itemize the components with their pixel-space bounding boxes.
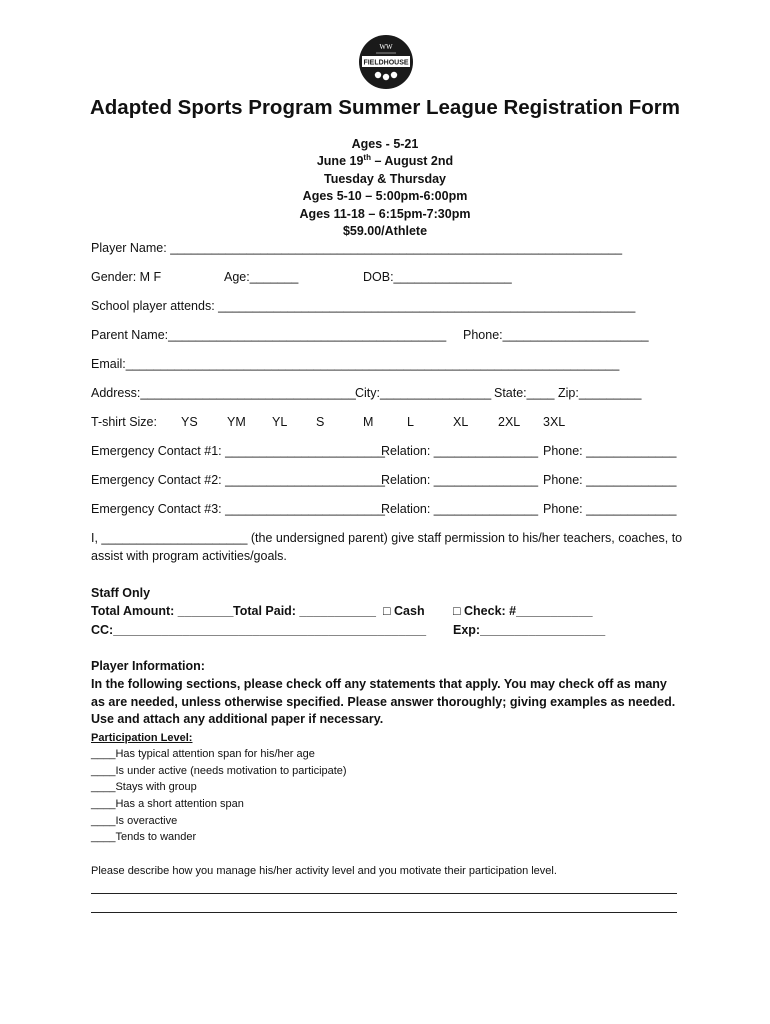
zip-field[interactable]: Zip:_________ — [558, 386, 642, 400]
emergency-contact-field[interactable]: Emergency Contact #1: _______________________ — [91, 444, 385, 458]
participation-item[interactable]: ____Is under active (needs motivation to participate) — [91, 765, 347, 777]
size-option[interactable]: M — [363, 415, 374, 429]
age-field[interactable]: Age:_______ — [224, 270, 299, 284]
expiration-field[interactable]: Exp:__________________ — [453, 623, 606, 637]
emergency-contact-field[interactable]: Emergency Contact #3: _______________________ — [91, 502, 385, 516]
emergency-phone-field[interactable]: Phone: _____________ — [543, 473, 677, 487]
size-option[interactable]: 2XL — [498, 415, 521, 429]
size-option[interactable]: YM — [227, 415, 246, 429]
describe-activity-prompt: Please describe how you manage his/her activity level and you motivate their participation level. — [91, 865, 557, 877]
svg-text:WW: WW — [379, 43, 393, 51]
phone-field[interactable]: Phone:_____________________ — [463, 328, 649, 342]
total-paid-field[interactable]: Total Paid: ___________ — [233, 604, 376, 618]
permission-statement[interactable]: I, _____________________ (the undersigned parent) give staff permission to his/her teachers, coaches, to assist with program activities/goals. — [91, 531, 683, 563]
player-information-instructions: In the following sections, please check off any statements that apply. You may check off as many as are needed, unless otherwise specified. Please answer thoroughly; giving examples as needed. Use and attach any additional paper if necessary. — [91, 677, 676, 726]
participation-item[interactable]: ____Is overactive — [91, 815, 178, 827]
city-field[interactable]: City:________________ — [355, 386, 492, 400]
size-option[interactable]: L — [407, 415, 414, 429]
program-days: Tuesday & Thursday — [323, 171, 447, 186]
svg-text:FIELDHOUSE: FIELDHOUSE — [363, 59, 409, 67]
tshirt-size-label: T-shirt Size: — [91, 415, 157, 429]
size-option[interactable]: 3XL — [543, 415, 566, 429]
registration-form-page: WW FIELDHOUSE Adapted Sports Program Summer League Registration Form Ages - 5-21 June 19th – August 2nd Tuesday & Thursday Ages 5-10 – 5:00pm-6:00pm Ages 11-18 – 6:15pm-7:30pm $59.00/Athlete Player Name: _________________________________________________________________ Gender: M F Age:_______ DOB:_________________ School player attends: ____________________________________________________________ Parent Name:________________________________________ Phone:_____________________ Email:_______________________________________________________________________ Address:_______________________________ City:________________ State:____ Zip:_________ T-shirt Size: YS YM YL S M L XL 2XL 3XL Emergency Contact #1: _______________________ Relation: _______________ Phone: _____________ Emergency Contact #2: _______________________ Relation: _______________ Phone: _____________ Emergency Contact #3: _______________________ Relation: _______________ Phone: _____________ I, _____________________ (the undersigned parent) give staff permission to his/her teachers, coaches, to assist with program activities/goals. Staff Only Total Amount: ________ Total Paid: ___________ □ Cash □ Check: #___________ CC:_____________________________________________ Exp:__________________ Player Information: In the following sections, please check off any statements that apply. You may check off as many as are needed, unless otherwise specified. Please answer thoroughly; giving examples as needed. Use and attach any additional paper if necessary. Participation Level: ____Has typical attention span for his/her age ____Is under active (needs motivation to participate) ____Stays with group ____Has a short attention span ____Is overactive ____Tends to wander Please describe how you manage his/her activity level and you motivate their participation level. — [0, 0, 770, 1024]
program-info — [0, 136, 770, 240]
participation-item[interactable]: ____Has a short attention span — [91, 798, 244, 810]
size-option[interactable]: XL — [453, 415, 469, 429]
state-field[interactable]: State:____ — [494, 386, 555, 400]
check-number-field[interactable]: □ Check: #___________ — [453, 604, 593, 618]
emergency-phone-field[interactable]: Phone: _____________ — [543, 502, 677, 516]
relation-field[interactable]: Relation: _______________ — [381, 502, 539, 516]
gender-field[interactable]: Gender: M F — [91, 270, 162, 284]
ages-range: Ages - 5-21 — [351, 137, 419, 151]
form-title: Adapted Sports Program Summer League Registration Form — [89, 96, 681, 119]
credit-card-field[interactable]: CC:_____________________________________________ — [91, 623, 427, 637]
session-2-time: Ages 11-18 – 6:15pm-7:30pm — [299, 206, 471, 221]
relation-field[interactable]: Relation: _______________ — [381, 444, 539, 458]
answer-line[interactable] — [91, 912, 677, 913]
cash-checkbox[interactable]: □ Cash — [383, 604, 425, 618]
participation-item[interactable]: ____Has typical attention span for his/her age — [91, 748, 315, 760]
participation-item[interactable]: ____Stays with group — [91, 781, 197, 793]
size-option[interactable]: YS — [181, 415, 198, 429]
participation-level-heading: Participation Level: — [91, 732, 193, 744]
session-1-time: Ages 5-10 – 5:00pm-6:00pm — [302, 189, 468, 204]
address-field[interactable]: Address:_______________________________ — [91, 386, 356, 400]
emergency-phone-field[interactable]: Phone: _____________ — [543, 444, 677, 458]
dob-field[interactable]: DOB:_________________ — [363, 270, 512, 284]
participation-item[interactable]: ____Tends to wander — [91, 831, 197, 843]
total-amount-field[interactable]: Total Amount: ________ — [91, 604, 234, 618]
size-option[interactable]: YL — [272, 415, 288, 429]
program-dates: June 19th – August 2nd — [316, 153, 454, 169]
emergency-contact-field[interactable]: Emergency Contact #2: _______________________ — [91, 473, 385, 487]
size-option[interactable]: S — [316, 415, 325, 429]
relation-field[interactable]: Relation: _______________ — [381, 473, 539, 487]
program-price: $59.00/Athlete — [342, 224, 428, 239]
answer-line[interactable] — [91, 893, 677, 894]
parent-name-field[interactable]: Parent Name:________________________________________ — [91, 328, 447, 342]
fieldhouse-logo — [358, 34, 414, 90]
